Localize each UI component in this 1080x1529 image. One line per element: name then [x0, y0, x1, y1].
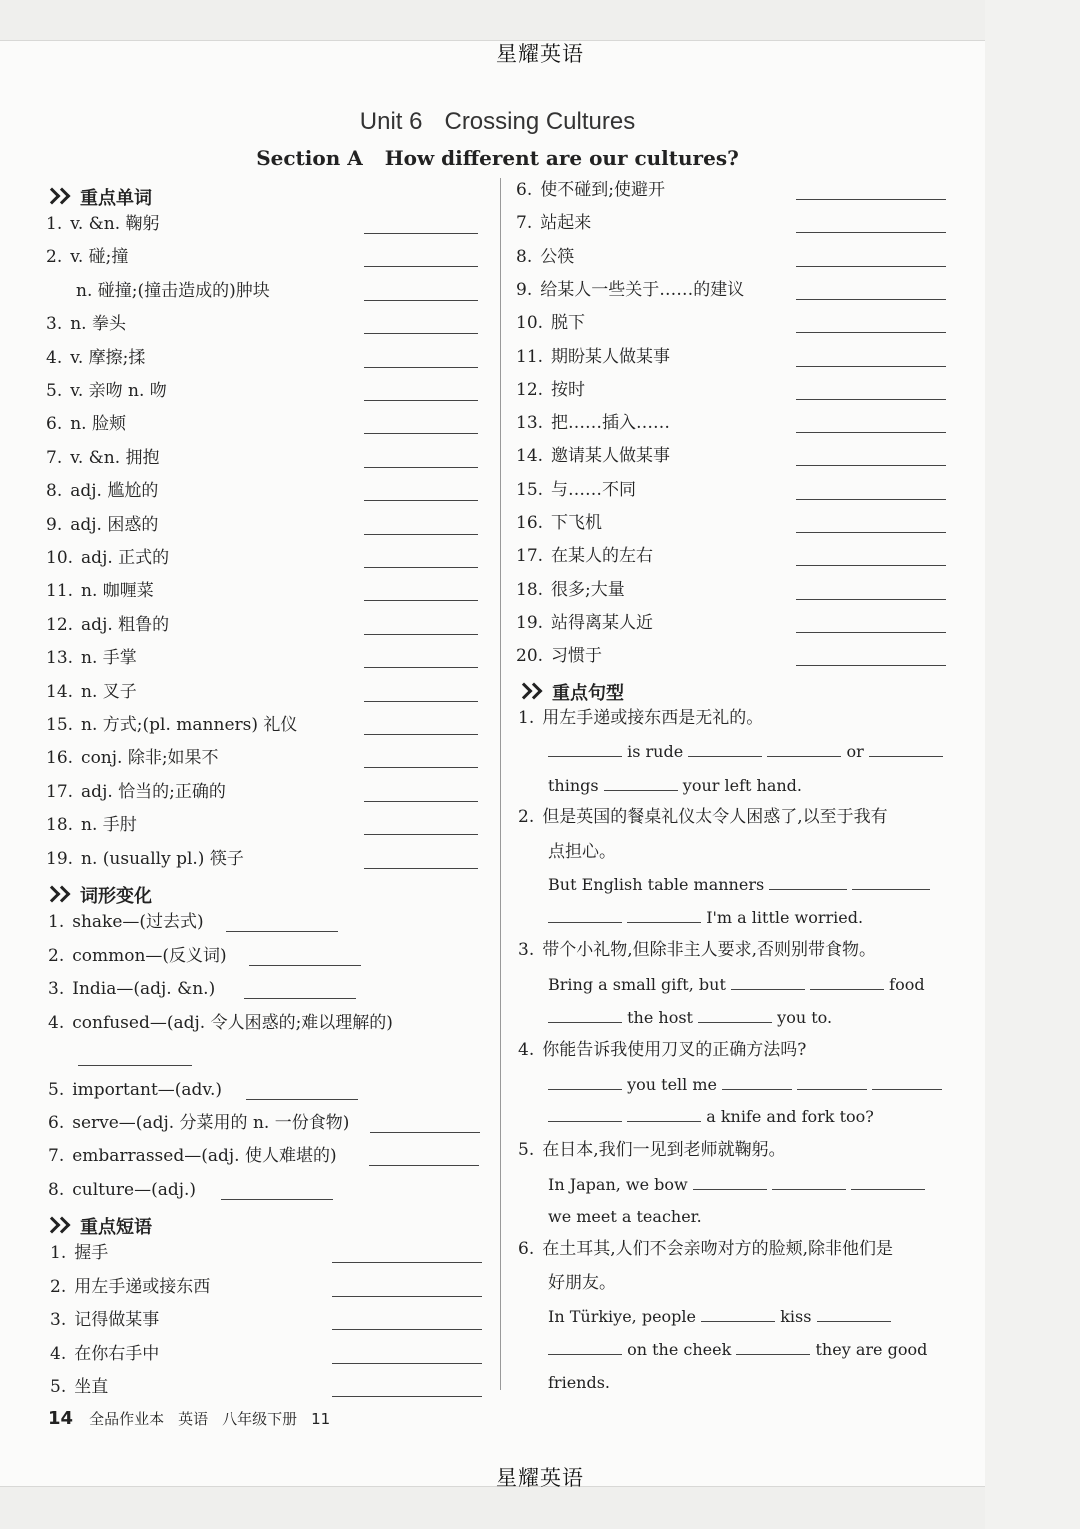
item-text: 记得做某事 — [74, 1310, 160, 1330]
answer-blank[interactable] — [852, 871, 930, 890]
answer-blank[interactable] — [769, 871, 847, 890]
answer-blank[interactable] — [796, 465, 946, 466]
vocab-item — [46, 244, 128, 270]
item-number: 18. — [516, 579, 544, 600]
item-number: 10. — [46, 548, 74, 568]
answer-blank[interactable] — [364, 333, 478, 334]
item-text: adj. 正式的 — [81, 548, 170, 568]
answer-blank[interactable] — [548, 1004, 622, 1023]
phrase-item — [516, 577, 625, 603]
item-number: 8. — [46, 481, 63, 502]
answer-blank[interactable] — [364, 868, 478, 869]
item-number: 3. — [46, 314, 63, 335]
answer-blank[interactable] — [796, 432, 946, 433]
answer-blank[interactable] — [851, 1171, 925, 1190]
word-form-item — [48, 1110, 349, 1136]
item-text: adj. 粗鲁的 — [81, 614, 170, 635]
grade: 八年级下册 — [222, 1410, 298, 1428]
item-number: 1. — [50, 1243, 67, 1263]
item-number: 9. — [516, 279, 533, 300]
word-form-item — [48, 1010, 393, 1036]
answer-blank[interactable] — [701, 1303, 775, 1322]
answer-blank[interactable] — [627, 904, 701, 923]
sentence-cn-cont: 好朋友。 — [548, 1273, 616, 1293]
answer-blank[interactable] — [722, 1071, 792, 1090]
answer-blank[interactable] — [698, 1004, 772, 1023]
item-text: 公筷 — [540, 246, 575, 267]
item-number: 14. — [46, 681, 74, 702]
item-number: 2. — [48, 946, 65, 966]
item-text: 很多;大量 — [551, 579, 625, 600]
item-text: 站得离某人近 — [551, 612, 654, 633]
phrase-item — [50, 1274, 210, 1300]
phrases-heading: 重点短语 — [46, 1213, 152, 1239]
item-number: 6. — [48, 1113, 65, 1133]
answer-blank[interactable] — [226, 931, 338, 932]
item-text: embarrassed—(adj. 使人难堪的) — [72, 1146, 337, 1166]
item-text: adj. 尴尬的 — [70, 481, 159, 502]
book-title: 全品作业本 — [89, 1410, 165, 1428]
answer-blank[interactable] — [221, 1199, 333, 1200]
answer-blank[interactable] — [872, 1071, 942, 1090]
answer-blank[interactable] — [627, 1103, 701, 1122]
vocab-item — [46, 745, 219, 771]
item-number: 3. — [50, 1310, 67, 1330]
vocab-item — [46, 779, 226, 805]
answer-blank[interactable] — [869, 738, 943, 757]
answer-blank[interactable] — [688, 738, 762, 757]
answer-blank[interactable] — [364, 767, 478, 768]
answer-blank[interactable] — [772, 1171, 846, 1190]
item-number: 1. — [48, 912, 65, 932]
item-text: common—(反义词) — [72, 946, 227, 966]
vocab-item — [46, 445, 160, 471]
answer-blank[interactable] — [796, 366, 946, 367]
answer-blank[interactable] — [796, 332, 946, 333]
phrase-item — [516, 310, 585, 336]
phrase-item — [50, 1341, 159, 1367]
answer-blank[interactable] — [796, 632, 946, 633]
answer-blank[interactable] — [796, 565, 946, 566]
phrase-item — [50, 1374, 108, 1400]
answer-blank[interactable] — [796, 399, 946, 400]
item-text: 习惯于 — [551, 646, 603, 667]
answer-blank[interactable] — [364, 801, 478, 802]
phrase-item — [516, 643, 602, 669]
item-text: 下飞机 — [551, 513, 603, 533]
word-form-item — [48, 1177, 196, 1203]
bottom-strip — [0, 1486, 985, 1529]
item-text: v. &n. 鞠躬 — [70, 214, 160, 234]
answer-blank[interactable] — [364, 634, 478, 635]
double-chevron-icon — [46, 1217, 72, 1235]
phrase-item — [516, 177, 665, 203]
answer-blank[interactable] — [364, 500, 478, 501]
vocab-item — [46, 211, 160, 237]
answer-blank[interactable] — [767, 738, 841, 757]
item-text: 坐直 — [74, 1377, 109, 1397]
answer-blank[interactable] — [731, 971, 805, 990]
answer-blank[interactable] — [364, 467, 478, 468]
vocab-item — [46, 612, 169, 638]
answer-blank[interactable] — [364, 233, 478, 234]
item-text: n. 拳头 — [70, 314, 126, 335]
sentence-en: In Japan, we bow — [548, 1171, 925, 1197]
item-number: 20. — [516, 646, 544, 667]
item-text: n. 手掌 — [81, 648, 137, 669]
phrase-item — [516, 377, 585, 403]
phrase-item — [516, 510, 602, 536]
vocab-item — [46, 478, 158, 504]
item-number: 11. — [46, 581, 74, 602]
answer-blank[interactable] — [548, 738, 622, 757]
item-number: 1. — [46, 214, 63, 234]
vocab-item — [76, 278, 270, 304]
item-number: 8. — [516, 246, 533, 267]
watermark-bottom: 星耀英语 — [496, 1466, 584, 1490]
word-form-item — [48, 909, 204, 935]
vocab-item — [46, 679, 137, 705]
phrase-item — [516, 443, 670, 469]
item-text: adj. 困惑的 — [70, 514, 159, 535]
vocab-heading: 重点单词 — [46, 184, 152, 210]
item-number: 5. — [48, 1080, 65, 1100]
vocab-item — [46, 411, 126, 437]
word-form-item — [48, 943, 227, 969]
item-number: 12. — [516, 379, 544, 400]
word-form-item — [48, 1143, 337, 1169]
phrase-item — [516, 244, 574, 270]
page-footer — [48, 1408, 344, 1429]
item-number: 13. — [516, 413, 544, 434]
item-number: 4. — [46, 347, 63, 368]
item-number: 17. — [516, 546, 544, 567]
vocab-item — [46, 512, 158, 538]
column-divider — [500, 178, 501, 1390]
item-text: v. &n. 拥抱 — [70, 447, 160, 468]
item-number: 2. — [50, 1276, 67, 1297]
item-text: confused—(adj. 令人困惑的;难以理解的) — [72, 1013, 393, 1033]
section-title — [0, 146, 995, 170]
word-form-item — [48, 1077, 222, 1103]
item-number: 17. — [46, 781, 74, 802]
footer-code: 11 — [311, 1410, 331, 1428]
vocab-item — [46, 378, 167, 404]
answer-blank[interactable] — [364, 667, 478, 668]
item-text: 邀请某人做某事 — [551, 446, 671, 467]
sentence-cn: 2. 但是英国的餐桌礼仪太令人困惑了,以至于我有 — [518, 807, 888, 827]
answer-blank[interactable] — [548, 1336, 622, 1355]
item-text: 站起来 — [540, 213, 592, 234]
unit-number: Unit 6 — [359, 108, 423, 135]
sentence-cn: 6. 在土耳其,人们不会亲吻对方的脸颊,除非他们是 — [518, 1239, 894, 1259]
item-number: 5. — [46, 381, 63, 401]
item-text: v. 碰;撞 — [70, 247, 129, 268]
item-number: 12. — [46, 614, 74, 635]
vocab-item — [46, 846, 244, 872]
answer-blank[interactable] — [364, 834, 478, 835]
item-number: 18. — [46, 815, 74, 836]
phrase-item — [516, 277, 744, 303]
item-text: conj. 除非;如果不 — [81, 748, 219, 769]
phrase-item — [516, 344, 670, 370]
sentence-en: In Türkiye, people kiss — [548, 1303, 891, 1329]
section-question: How different are our cultures? — [384, 146, 739, 170]
page-number: 14 — [48, 1408, 74, 1429]
answer-blank[interactable] — [249, 965, 361, 966]
item-text: 脱下 — [551, 313, 586, 334]
sentence-en: things your left hand. — [548, 772, 802, 798]
double-chevron-icon — [518, 683, 544, 701]
answer-blank[interactable] — [364, 701, 478, 702]
item-text: 按时 — [551, 379, 586, 400]
answer-blank[interactable] — [548, 1071, 622, 1090]
item-number: 8. — [48, 1180, 65, 1200]
item-text: v. 亲吻 n. 吻 — [70, 381, 167, 401]
sentence-cn-cont: 点担心。 — [548, 842, 616, 862]
answer-blank[interactable] — [796, 599, 946, 600]
item-text: 给某人一些关于……的建议 — [540, 279, 745, 300]
answer-blank[interactable] — [332, 1296, 482, 1297]
sentence-en: we meet a teacher. — [548, 1207, 702, 1226]
phrase-item — [50, 1307, 159, 1333]
item-text: 在你右手中 — [74, 1343, 160, 1364]
item-number: 11. — [516, 346, 544, 367]
answer-blank[interactable] — [369, 1165, 479, 1166]
phrase-item — [516, 210, 591, 236]
answer-blank[interactable] — [364, 367, 478, 368]
answer-blank[interactable] — [797, 1071, 867, 1090]
item-number: 16. — [46, 748, 74, 769]
answer-blank[interactable] — [364, 600, 478, 601]
sentence-en: the host you to. — [548, 1004, 832, 1030]
item-text: 用左手递或接东西 — [74, 1276, 211, 1297]
answer-blank[interactable] — [796, 665, 946, 666]
item-number: 4. — [48, 1013, 65, 1033]
answer-blank[interactable] — [796, 499, 946, 500]
item-number: 19. — [46, 848, 74, 869]
item-number: 4. — [50, 1343, 67, 1364]
answer-blank[interactable] — [796, 266, 946, 267]
phrase-item — [516, 543, 653, 569]
answer-blank[interactable] — [332, 1262, 482, 1263]
answer-blank[interactable] — [364, 433, 478, 434]
vocab-item — [46, 578, 154, 604]
answer-blank[interactable] — [736, 1336, 810, 1355]
answer-blank[interactable] — [246, 1099, 358, 1100]
item-text: 使不碰到;使避开 — [540, 180, 665, 200]
answer-blank[interactable] — [796, 532, 946, 533]
sentence-en: Bring a small gift, but food — [548, 971, 925, 997]
answer-blank[interactable] — [332, 1363, 482, 1364]
answer-blank[interactable] — [364, 266, 478, 267]
item-text: 在某人的左右 — [551, 546, 654, 567]
item-text: important—(adv.) — [72, 1080, 223, 1100]
answer-blank[interactable] — [810, 971, 884, 990]
answer-blank[interactable] — [548, 904, 622, 923]
unit-title — [0, 108, 995, 136]
item-text: 期盼某人做某事 — [551, 346, 671, 367]
answer-blank[interactable] — [604, 772, 678, 791]
item-text: 把……插入…… — [551, 413, 671, 434]
item-number: 3. — [48, 979, 65, 999]
answer-blank[interactable] — [796, 232, 946, 233]
phrase-item — [516, 477, 636, 503]
item-text: 握手 — [74, 1243, 109, 1263]
item-text: n. 方式;(pl. manners) 礼仪 — [81, 715, 298, 735]
item-number: 6. — [46, 414, 63, 435]
double-chevron-icon — [46, 188, 72, 206]
double-chevron-icon — [46, 886, 72, 904]
sentence-cn: 1. 用左手递或接东西是无礼的。 — [518, 708, 764, 728]
vocab-item — [46, 645, 137, 671]
answer-blank[interactable] — [370, 1132, 480, 1133]
item-text: n. (usually pl.) 筷子 — [81, 848, 244, 869]
answer-blank[interactable] — [78, 1065, 192, 1066]
phrase-item — [516, 610, 653, 636]
section-label: Section A — [256, 146, 363, 170]
word-form-item — [48, 976, 215, 1002]
answer-blank[interactable] — [364, 400, 478, 401]
phrase-item — [50, 1240, 108, 1266]
answer-blank[interactable] — [817, 1303, 891, 1322]
item-text: serve—(adj. 分菜用的 n. 一份食物) — [72, 1113, 350, 1133]
sentence-en: But English table manners — [548, 871, 930, 897]
item-number: 15. — [516, 479, 544, 500]
answer-blank[interactable] — [796, 199, 946, 200]
item-number: 5. — [50, 1377, 67, 1397]
answer-blank[interactable] — [364, 534, 478, 535]
answer-blank[interactable] — [364, 300, 478, 301]
item-text: n. 叉子 — [81, 681, 137, 702]
item-text: n. 脸颊 — [70, 414, 126, 435]
vocab-item — [46, 712, 297, 738]
sentence-en: a knife and fork too? — [548, 1103, 874, 1129]
item-number: 10. — [516, 313, 544, 334]
item-text: v. 摩擦;揉 — [70, 347, 146, 368]
item-number: 7. — [46, 447, 63, 468]
item-text: culture—(adj.) — [72, 1180, 197, 1200]
answer-blank[interactable] — [364, 734, 478, 735]
item-text: n. 咖喱菜 — [81, 581, 154, 602]
item-text: adj. 恰当的;正确的 — [81, 781, 226, 802]
item-text: India—(adj. &n.) — [72, 979, 216, 999]
forms-heading: 词形变化 — [46, 882, 152, 908]
item-text: 与……不同 — [551, 479, 637, 500]
answer-blank[interactable] — [244, 998, 356, 999]
sentence-en: you tell me — [548, 1071, 942, 1097]
sentence-en: on the cheek they are good — [548, 1336, 927, 1362]
sentences-heading: 重点句型 — [518, 679, 624, 705]
item-number: 14. — [516, 446, 544, 467]
subject: 英语 — [178, 1410, 209, 1428]
vocab-item — [46, 812, 137, 838]
item-text: shake—(过去式) — [72, 912, 204, 932]
vocab-item — [46, 311, 126, 337]
vocab-item — [46, 545, 169, 571]
sentence-cn: 5. 在日本,我们一见到老师就鞠躬。 — [518, 1140, 786, 1160]
sentence-en: friends. — [548, 1373, 610, 1392]
phrase-item — [516, 410, 670, 436]
answer-blank[interactable] — [332, 1396, 482, 1397]
unit-name: Crossing Cultures — [444, 108, 636, 135]
answer-blank[interactable] — [796, 299, 946, 300]
answer-blank[interactable] — [548, 1103, 622, 1122]
item-number: 13. — [46, 648, 74, 669]
answer-blank[interactable] — [693, 1171, 767, 1190]
item-number: 7. — [48, 1146, 65, 1166]
top-strip — [0, 0, 985, 41]
item-number: 15. — [46, 715, 74, 735]
answer-blank[interactable] — [364, 567, 478, 568]
item-number: 9. — [46, 514, 63, 535]
item-text: n. 碰撞;(撞击造成的)肿块 — [76, 280, 270, 301]
sentence-cn: 3. 带个小礼物,但除非主人要求,否则别带食物。 — [518, 940, 877, 960]
item-number: 16. — [516, 513, 544, 533]
sentence-cn: 4. 你能告诉我使用刀叉的正确方法吗? — [518, 1040, 807, 1060]
watermark-top: 星耀英语 — [496, 42, 584, 66]
item-number: 2. — [46, 247, 63, 268]
sentence-en: I'm a little worried. — [548, 904, 863, 930]
sentence-en: is rude or — [548, 738, 943, 764]
item-text: n. 手肘 — [81, 815, 137, 836]
answer-blank[interactable] — [332, 1329, 482, 1330]
item-number: 19. — [516, 612, 544, 633]
vocab-item — [46, 345, 145, 371]
item-number: 7. — [516, 213, 533, 234]
item-number: 6. — [516, 180, 533, 200]
